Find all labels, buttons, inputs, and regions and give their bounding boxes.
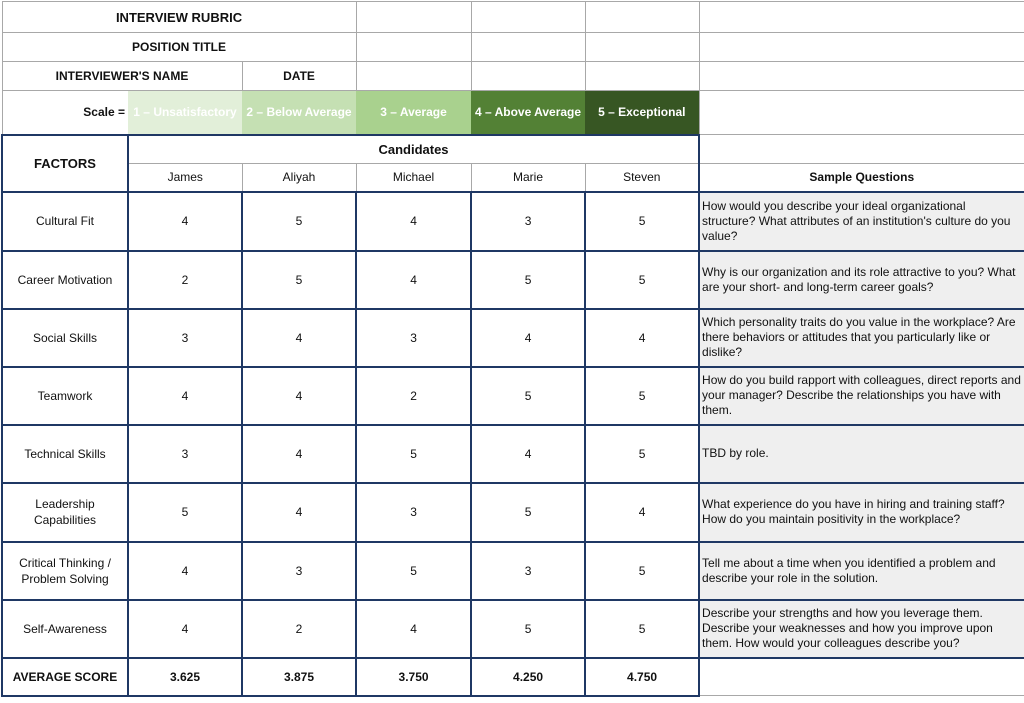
table-row (2, 251, 1024, 309)
score-cell[interactable]: 3 (242, 542, 356, 600)
table-row (2, 367, 1024, 425)
candidate-names-row (2, 164, 1024, 192)
title-value-cell-3[interactable] (585, 2, 699, 33)
date-value-cell-3[interactable] (585, 62, 699, 91)
scale-level-5: 5 – Exceptional (585, 91, 699, 135)
score-cell[interactable]: 5 (585, 192, 699, 251)
score-cell[interactable]: 5 (471, 367, 585, 425)
sample-question[interactable]: TBD by role. (699, 425, 1024, 483)
sample-questions-header: Sample Questions (699, 164, 1024, 192)
title-row (2, 2, 1024, 33)
date-label: DATE (242, 62, 356, 91)
score-cell[interactable]: 4 (242, 309, 356, 367)
score-cell[interactable]: 5 (585, 251, 699, 309)
factor-label: Critical Thinking / Problem Solving (2, 542, 128, 600)
score-cell[interactable]: 5 (356, 425, 471, 483)
score-cell[interactable]: 4 (585, 483, 699, 542)
scale-label: Scale = (2, 91, 128, 135)
scale-level-2: 2 – Below Average (242, 91, 356, 135)
factor-label: Self-Awareness (2, 600, 128, 658)
sample-question[interactable]: Tell me about a time when you identified a problem and describe your role in the solution. (699, 542, 1024, 600)
position-value-cell-2[interactable] (471, 33, 585, 62)
score-cell[interactable]: 2 (128, 251, 242, 309)
interviewer-name-label: INTERVIEWER'S NAME (2, 62, 242, 91)
sample-question[interactable]: Which personality traits do you value in the workplace? Are there behaviors or attitudes that you particularly like or dislike? (699, 309, 1024, 367)
candidates-header: Candidates (128, 135, 699, 164)
table-row (2, 600, 1024, 658)
score-cell[interactable]: 4 (128, 192, 242, 251)
sample-question[interactable]: What experience do you have in hiring and training staff? How do you maintain positivity in the workplace? (699, 483, 1024, 542)
factor-label: Technical Skills (2, 425, 128, 483)
score-cell[interactable]: 4 (356, 600, 471, 658)
candidate-name-1: Aliyah (242, 164, 356, 192)
score-cell[interactable]: 4 (128, 367, 242, 425)
score-cell[interactable]: 4 (242, 425, 356, 483)
table-row (2, 309, 1024, 367)
average-score-value: 4.750 (585, 658, 699, 696)
title-value-cell-1[interactable] (356, 2, 471, 33)
score-cell[interactable]: 4 (356, 251, 471, 309)
title-value-cell-4[interactable] (699, 2, 1024, 33)
average-score-value: 3.750 (356, 658, 471, 696)
score-cell[interactable]: 5 (585, 542, 699, 600)
score-cell[interactable]: 5 (585, 600, 699, 658)
table-row (2, 425, 1024, 483)
candidates-header-row (2, 135, 1024, 164)
score-cell[interactable]: 5 (471, 600, 585, 658)
sample-question[interactable]: How do you build rapport with colleagues, direct reports and your manager? Describe the relationships you have with them. (699, 367, 1024, 425)
score-cell[interactable]: 5 (242, 251, 356, 309)
score-cell[interactable]: 4 (128, 600, 242, 658)
scale-level-4: 4 – Above Average (471, 91, 585, 135)
score-cell[interactable]: 5 (128, 483, 242, 542)
table-row (2, 192, 1024, 251)
position-value-cell-4[interactable] (699, 33, 1024, 62)
position-value-cell-1[interactable] (356, 33, 471, 62)
sample-question[interactable]: Describe your strengths and how you leverage them. Describe your weaknesses and how you improve upon them. How would your colleagues describe you? (699, 600, 1024, 658)
score-cell[interactable]: 5 (585, 367, 699, 425)
score-cell[interactable]: 4 (242, 367, 356, 425)
score-cell[interactable]: 2 (242, 600, 356, 658)
score-cell[interactable]: 3 (356, 483, 471, 542)
position-value-cell-3[interactable] (585, 33, 699, 62)
score-cell[interactable]: 4 (128, 542, 242, 600)
candidates-header-blank (699, 135, 1024, 164)
title-value-cell-2[interactable] (471, 2, 585, 33)
table-row (2, 542, 1024, 600)
average-blank-cell (699, 658, 1024, 696)
factors-header: FACTORS (2, 135, 128, 192)
candidate-name-4: Steven (585, 164, 699, 192)
date-value-cell-1[interactable] (356, 62, 471, 91)
average-score-value: 3.625 (128, 658, 242, 696)
factor-label: Leadership Capabilities (2, 483, 128, 542)
score-cell[interactable]: 5 (471, 251, 585, 309)
average-row (2, 658, 1024, 696)
average-score-value: 4.250 (471, 658, 585, 696)
average-score-label: AVERAGE SCORE (2, 658, 128, 696)
score-cell[interactable]: 4 (471, 425, 585, 483)
score-cell[interactable]: 3 (128, 425, 242, 483)
score-cell[interactable]: 4 (585, 309, 699, 367)
sample-question[interactable]: Why is our organization and its role attractive to you? What are your short- and long-term career goals? (699, 251, 1024, 309)
interviewer-row (2, 62, 1024, 91)
score-cell[interactable]: 4 (356, 192, 471, 251)
scale-blank-cell (699, 91, 1024, 135)
factor-label: Cultural Fit (2, 192, 128, 251)
candidate-name-3: Marie (471, 164, 585, 192)
score-cell[interactable]: 5 (242, 192, 356, 251)
score-cell[interactable]: 5 (356, 542, 471, 600)
scale-row (2, 91, 1024, 135)
score-cell[interactable]: 2 (356, 367, 471, 425)
candidate-name-2: Michael (356, 164, 471, 192)
position-row (2, 33, 1024, 62)
date-value-cell-2[interactable] (471, 62, 585, 91)
score-cell[interactable]: 3 (128, 309, 242, 367)
average-score-value: 3.875 (242, 658, 356, 696)
scale-level-1: 1 – Unsatisfactory (128, 91, 242, 135)
rubric-table (1, 1, 1024, 697)
factor-label: Career Motivation (2, 251, 128, 309)
score-cell[interactable]: 3 (471, 542, 585, 600)
score-cell[interactable]: 3 (471, 192, 585, 251)
scale-level-3: 3 – Average (356, 91, 471, 135)
rubric-title: INTERVIEW RUBRIC (2, 2, 356, 33)
factor-label: Teamwork (2, 367, 128, 425)
table-row (2, 483, 1024, 542)
score-cell[interactable]: 4 (242, 483, 356, 542)
score-cell[interactable]: 3 (356, 309, 471, 367)
score-cell[interactable]: 4 (471, 309, 585, 367)
candidate-name-0: James (128, 164, 242, 192)
factor-label: Social Skills (2, 309, 128, 367)
sample-question[interactable]: How would you describe your ideal organizational structure? What attributes of an institution's culture do you value? (699, 192, 1024, 251)
score-cell[interactable]: 5 (585, 425, 699, 483)
score-cell[interactable]: 5 (471, 483, 585, 542)
position-title-label: POSITION TITLE (2, 33, 356, 62)
date-value-cell-4[interactable] (699, 62, 1024, 91)
